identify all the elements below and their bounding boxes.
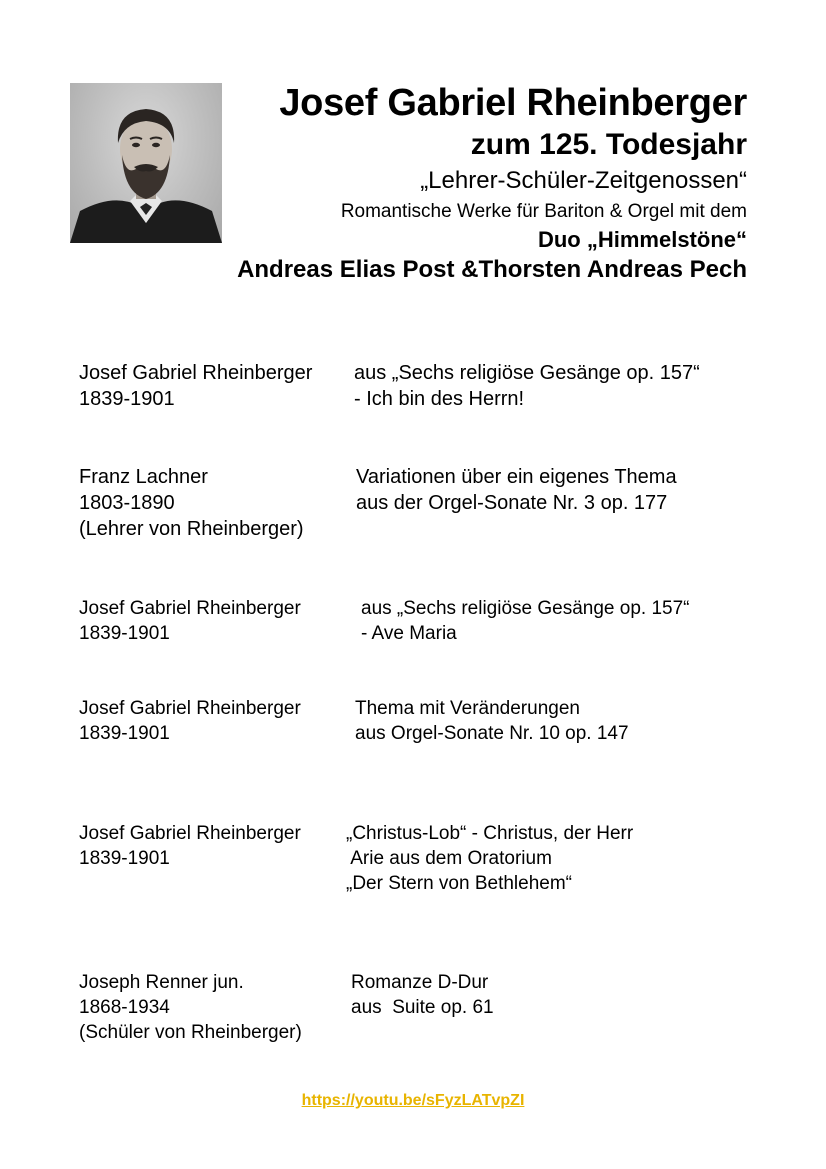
work-title: Romanze D-Dur <box>351 972 489 993</box>
work-detail: Arie aus dem Oratorium <box>346 848 552 869</box>
work-source: „Der Stern von Bethlehem“ <box>346 873 572 894</box>
work-title: Variationen über ein eigenes Thema <box>356 466 677 488</box>
composer-info <box>79 696 301 746</box>
composer-note: (Schüler von Rheinberger) <box>79 1022 302 1043</box>
duo-name: Duo „Himmelstöne“ <box>537 227 747 252</box>
header <box>237 80 747 286</box>
composer-info <box>79 464 304 542</box>
composer-dates: 1868-1934 <box>79 997 170 1018</box>
work-detail: aus der Orgel-Sonate Nr. 3 op. 177 <box>356 492 668 514</box>
work-info <box>351 970 494 1020</box>
concert-theme: „Lehrer-Schüler-Zeitgenossen“ <box>420 167 747 194</box>
composer-note: (Lehrer von Rheinberger) <box>79 518 304 540</box>
work-title: aus „Sechs religiöse Gesänge op. 157“ <box>361 598 690 619</box>
composer-name: Josef Gabriel Rheinberger <box>79 362 313 384</box>
performers: Andreas Elias Post &Thorsten Andreas Pech <box>237 256 747 283</box>
composer-info <box>79 970 302 1045</box>
composer-name: Joseph Renner jun. <box>79 972 244 993</box>
work-info <box>354 360 700 412</box>
work-detail: - Ave Maria <box>361 623 457 644</box>
work-info <box>355 696 629 746</box>
composer-name: Josef Gabriel Rheinberger <box>79 823 301 844</box>
composer-info <box>79 596 301 646</box>
composer-portrait <box>70 83 222 243</box>
work-detail: aus Orgel-Sonate Nr. 10 op. 147 <box>355 723 629 744</box>
work-info <box>361 596 689 646</box>
composer-dates: 1839-1901 <box>79 723 170 744</box>
concert-description: Romantische Werke für Bariton & Orgel mit dem <box>340 201 747 222</box>
composer-info <box>79 360 312 412</box>
composer-name: Josef Gabriel Rheinberger <box>79 598 301 619</box>
work-title: Thema mit Veränderungen <box>355 698 580 719</box>
work-title: „Christus-Lob“ - Christus, der Herr <box>346 823 634 844</box>
composer-name: Josef Gabriel Rheinberger <box>79 698 301 719</box>
composer-dates: 1839-1901 <box>79 388 175 410</box>
composer-name: Franz Lachner <box>79 466 208 488</box>
page-subtitle: zum 125. Todesjahr <box>470 128 747 161</box>
composer-info <box>79 821 301 871</box>
work-info <box>356 464 677 516</box>
youtube-link[interactable]: https://youtu.be/sFyzLATvpZI <box>301 1092 525 1109</box>
work-detail: - Ich bin des Herrn! <box>354 388 525 410</box>
work-info <box>346 821 633 896</box>
composer-dates: 1839-1901 <box>79 848 170 869</box>
page-title: Josef Gabriel Rheinberger <box>279 82 747 124</box>
composer-dates: 1803-1890 <box>79 492 175 514</box>
work-title: aus „Sechs religiöse Gesänge op. 157“ <box>354 362 700 384</box>
portrait-drawing <box>70 83 222 243</box>
composer-dates: 1839-1901 <box>79 623 170 644</box>
work-detail: aus Suite op. 61 <box>351 997 494 1018</box>
